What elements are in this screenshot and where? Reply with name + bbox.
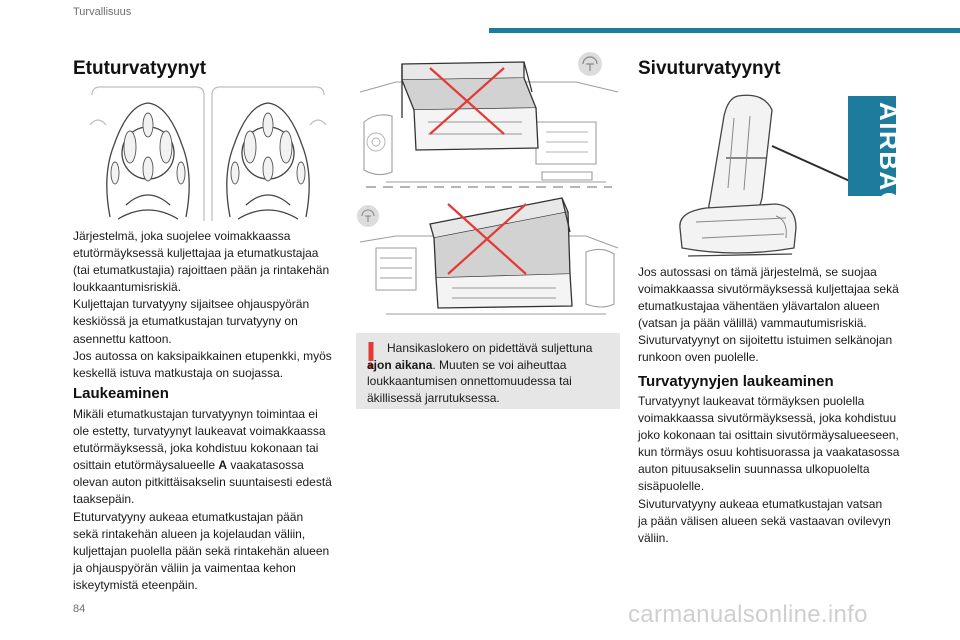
- glovebox-illustration: [356, 52, 620, 322]
- side-airbag-illustration: [666, 88, 904, 260]
- header-accent-bar: [489, 28, 960, 33]
- front-airbags-illustration: [88, 85, 328, 223]
- glovebox-warning: Hansikaslokero on pidettävä suljettuna ajon aikana. Muuten se voi aiheuttaa loukkaantumisen onnettomuudessa tai äkillisessä jarrutuksessa.: [356, 333, 620, 409]
- section-title: Turvallisuus: [73, 6, 132, 18]
- side-deployment-subtitle: Turvatyynyjen laukeaminen: [638, 373, 834, 390]
- front-airbags-deployment: Mikäli etumatkustajan turvatyynyn toimintaa ei ole estetty, turvatyynyt laukeavat voimakkaassa etutörmäyksessä, joka kohdistuu kokonaan tai osittain etutörmäysalueelle A vaakatasossa olevan auton pitkittäisakselin suuntaisesti edestä taaksepäin. Etuturvatyyny aukeaa etumatkustajan pään sekä rintakehän alueen ja kojelaudan väliin, kuljettajan puolella pään sekä rintakehän alueen ja ohjauspyörän väliin ja vaimentaa kehon iskeytymistä eteenpäin.: [73, 407, 332, 592]
- front-airbags-title: Etuturvatyynyt: [73, 58, 207, 79]
- side-airbags-intro: Jos autossasi on tämä järjestelmä, se suojaa voimakkaassa sivutörmäyksessä kuljettajaa sekä etumatkustajaa vähentäen ylävartalon alueen (vatsan ja pään välillä) vammautumisriskiä. Sivuturvatyynyt on sijoitettu istuimen selkänojan runkoon oven puolelle.: [638, 265, 899, 365]
- side-airbags-deployment: Turvatyynyt laukeavat törmäyksen puolella voimakkaassa sivutörmäyksessä, joka kohdistuu joko kokonaan tai osittain sivutörmäysalueeseen, kun törmäys osuu kohtisuorassa ja vaakatasossa auton pituusakselin suunnassa ulkopuolelta sisäpuolelle. Sivuturvatyyny aukeaa etumatkustajan vatsan ja pään välisen alueen sekä vastaavan ovilevyn väliin.: [638, 394, 900, 545]
- deployment-subtitle: Laukeaminen: [73, 385, 169, 402]
- page-number: 84: [73, 603, 86, 615]
- front-airbags-intro: Järjestelmä, joka suojelee voimakkaassa etutörmäyksessä kuljettajaa ja etumatkustajaa (tai etumatkustajia) rajoittaen pään ja rintakehän loukkaantumisriskiä. Kuljettajan turvatyyny sijaitsee ohjauspyörän keskiössä ja etumatkustajan turvatyyny on asennettu kattoon. Jos autossa on kaksipaikkainen etupenkki, myös keskellä istuva matkustaja on suojassa.: [73, 229, 332, 380]
- airbag-label: AIRBAG: [874, 102, 904, 214]
- watermark: carmanualsonline.info: [628, 601, 868, 628]
- side-airbags-title: Sivuturvatyynyt: [638, 58, 781, 79]
